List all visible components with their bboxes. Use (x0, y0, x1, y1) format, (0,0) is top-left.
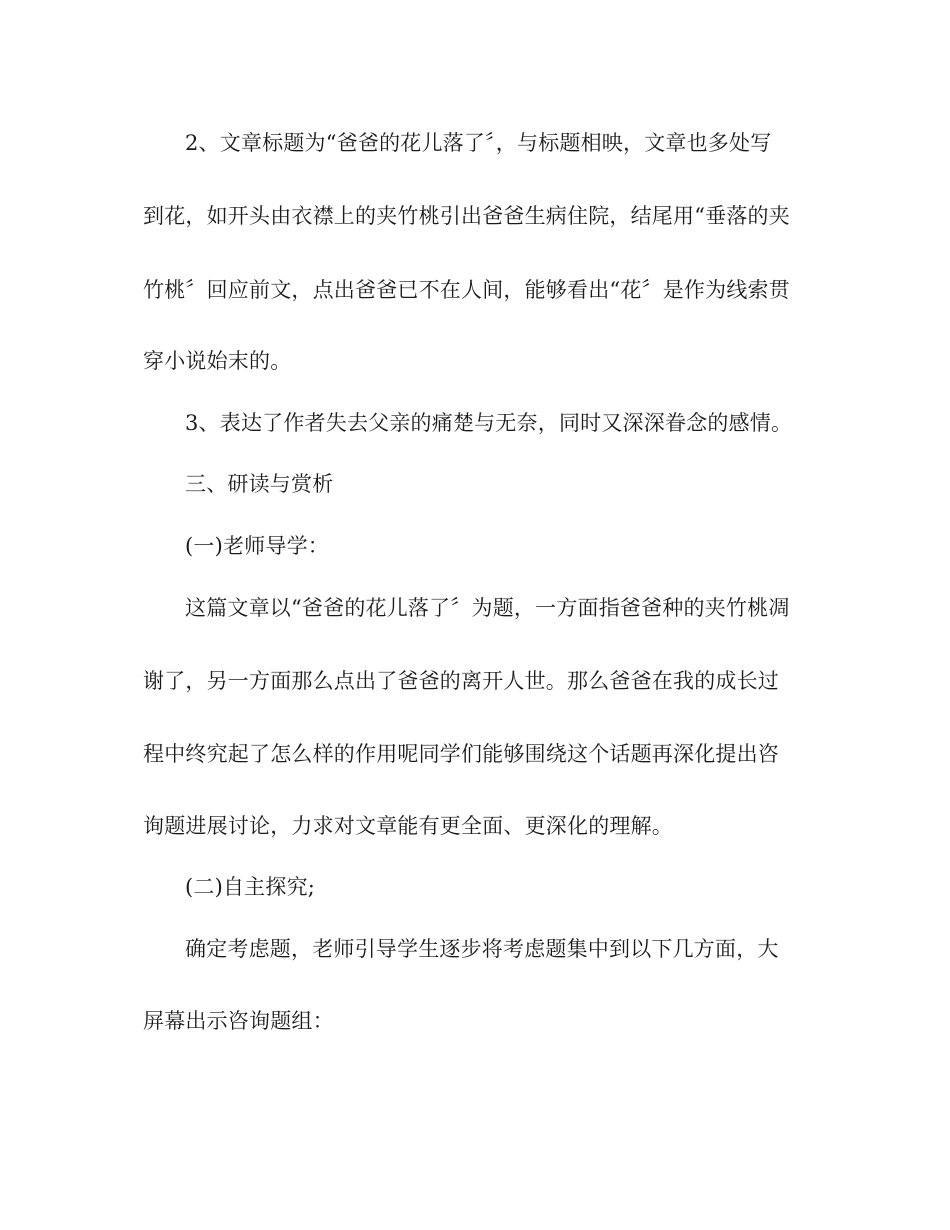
paragraph-line: 程中终究起了怎么样的作用呢同学们能够围绕这个话题再深化提出咨 (143, 742, 779, 766)
paragraph-line: 穿小说始末的。 (143, 349, 292, 373)
paragraph-line: 这篇文章以“爸爸的花儿落了〞为题，一方面指爸爸种的夹竹桃凋 (185, 596, 790, 620)
paragraph-line: 2、文章标题为“爸爸的花儿落了〞，与标题相映，文章也多处写 (185, 131, 772, 155)
paragraph-line: 竹桃〞回应前文，点出爸爸已不在人间，能够看出“花〞是作为线索贯 (143, 278, 790, 302)
paragraph-line: 确定考虑题，老师引导学生逐步将考虑题集中到以下几方面，大 (185, 937, 779, 961)
paragraph-line: 3、表达了作者失去父亲的痛楚与无奈，同时又深深眷念的感情。 (185, 411, 793, 435)
paragraph-line: 询题进展讨论，力求对文章能有更全面、更深化的理解。 (143, 814, 673, 838)
subsection-heading: (二)自主探究; (185, 875, 316, 899)
section-heading: 三、研读与赏析 (185, 472, 334, 496)
paragraph-line: 谢了，另一方面那么点出了爸爸的离开人世。那么爸爸在我的成长过 (143, 669, 779, 693)
paragraph-line: 到花，如开头由衣襟上的夹竹桃引出爸爸生病住院，结尾用“垂落的夹 (143, 204, 790, 228)
paragraph-line: 屏幕出示咨询题组： (143, 1009, 334, 1033)
subsection-heading: (一)老师导学： (185, 534, 329, 558)
